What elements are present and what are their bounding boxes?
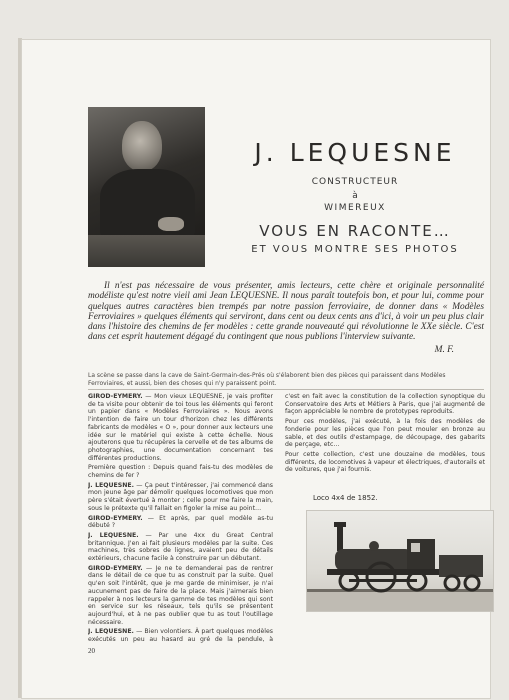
locomotive-photo	[306, 510, 494, 612]
intro-signature: M. F.	[434, 344, 454, 355]
interview-paragraph	[88, 482, 273, 513]
portrait-hand	[158, 217, 184, 231]
portrait-desk	[88, 235, 205, 267]
interview-paragraph	[88, 628, 273, 643]
interview-text: — Je ne te demanderai pas de rentrer dans le détail de ce que tu as construit par la suite. Quel qu'en soit l'intérêt, que je me garde de minimiser, je n'ai aucunement pas de faire de la place. Mais j'aimerais bien rappeler à nos lecteurs la gamme de tes modèles qui sont en service sur les réseaux, tels qu'ils se présentent aujourd'hui, et à ne pas oublier que tu as tout l'outillage nécessaire.	[88, 564, 273, 626]
section-rule	[88, 389, 484, 390]
locomotive-illustration	[307, 511, 493, 611]
interview-text: Première question : Depuis quand fais-tu des modèles de chemins de fer ?	[88, 464, 273, 480]
interview-text: — Ça peut t'intéresser, j'ai commencé dans mon jeune âge par démolir quelques locomotives que mon père s'était évertué à monter ; celle pour me faire la main, sous le prétexte qu'il fallait en figoler la mise au point…	[88, 481, 273, 512]
speaker-name: GIROD-EYMERY.	[88, 564, 143, 572]
interview-text: — Bien volontiers. À part quelques modèles exécutés un peu au hasard au gré de la pendule, à	[88, 628, 273, 643]
portrait-head	[122, 121, 162, 171]
speaker-name: J. LEQUESNE.	[88, 531, 139, 539]
interview-paragraph	[88, 532, 273, 563]
interview-paragraph	[88, 515, 273, 530]
article-preposition: à	[352, 191, 358, 201]
interview-paragraph	[88, 565, 273, 627]
article-headline: VOUS EN RACONTE…	[259, 222, 451, 240]
interview-left-column	[88, 393, 273, 643]
right-paragraph: Pour ces modèles, j'ai exécuté, à la fois des modèles de fonderie pour les pièces que l'on peut mouler en bronze au sable, et des outils d'estampage, de découpage, des gabarits de perçage, etc…	[285, 418, 485, 449]
article-subheadline: ET VOUS MONTRE SES PHOTOS	[251, 244, 459, 255]
intro-text: Il n'est pas nécessaire de vous présenter, amis lecteurs, cette chère et originale personnalité modéliste qu'est notre vieil ami Jean LEQUESNE. Il nous paraît toutefois bon, et pour lui, comme pour quelques autres caractères bien trempés par notre passion ferroviaire, de donner dans « Modèles Ferroviaires » quelques éléments qui serviront, dans cent ou deux cents ans d'ici, à voir un peu plus clair dans l'histoire des chemins de fer modèles : cette grande nouveauté qui révolutionne le XXe siècle. C'est dans cet esprit hautement dégagé du contingent que nous publions l'interview suivante.	[88, 281, 484, 343]
portrait-photo	[88, 107, 205, 267]
interview-text: — Et après, par quel modèle as-tu débuté ?	[88, 514, 273, 530]
interview-text: — Mon vieux LEQUESNE, je vais profiter de ta visite pour obtenir de toi tous les éléments qui feront un papier dans « Modèles Ferroviaires ». Nous avons l'intention de faire un tour d'horizon chez les différents fabricants de modèles « O », pour donner aux lecteurs une idée sur le matériel qui existe à cette échelle. Nous ajouterons que tu récupères la cervelle et de tes albums de photographies, une documentation concernant tes différentes productions.	[88, 393, 273, 462]
article-town: WIMEREUX	[324, 203, 386, 213]
interview-paragraph	[88, 464, 273, 479]
interview-paragraph	[88, 393, 273, 462]
speaker-name: J. LEQUESNE.	[88, 481, 134, 489]
article-role: CONSTRUCTEUR	[311, 177, 399, 187]
speaker-name: J. LEQUESNE.	[88, 628, 134, 636]
right-paragraph: Pour cette collection, c'est une douzaine de modèles, tous différents, de locomotives à vapeur et électriques, d'autorails et de voitures, que j'ai fournis.	[285, 450, 485, 474]
interview-right-column	[285, 393, 485, 493]
photo-caption: La scène se passe dans la cave de Saint-Germain-des-Prés où s'élaborent bien des pièces qui paraissent dans Modèles Ferroviaires, et aussi, bien des choses qui n'y paraissent point.	[88, 372, 446, 387]
intro-paragraph	[88, 281, 484, 355]
interview-text: — Par une 4xx du Great Central britannique. J'en ai fait plusieurs modèles par la suite. Ces machines, très sobres de lignes, avaient peu de détails extérieurs, chacune facile à construire par un débutant.	[88, 531, 273, 563]
speaker-name: GIROD-EYMERY.	[88, 514, 143, 522]
loco-caption: Loco 4x4 de 1852.	[313, 494, 378, 502]
article-title: J. LEQUESNE	[254, 138, 456, 167]
page-number: 20	[88, 647, 95, 655]
right-paragraph: c'est en fait avec la constitution de la collection synoptique du Conservatoire des Arts et Métiers à Paris, que j'ai augmenté de façon appréciable le nombre de prototypes reproduits.	[285, 393, 485, 416]
speaker-name: GIROD-EYMERY.	[88, 393, 143, 400]
